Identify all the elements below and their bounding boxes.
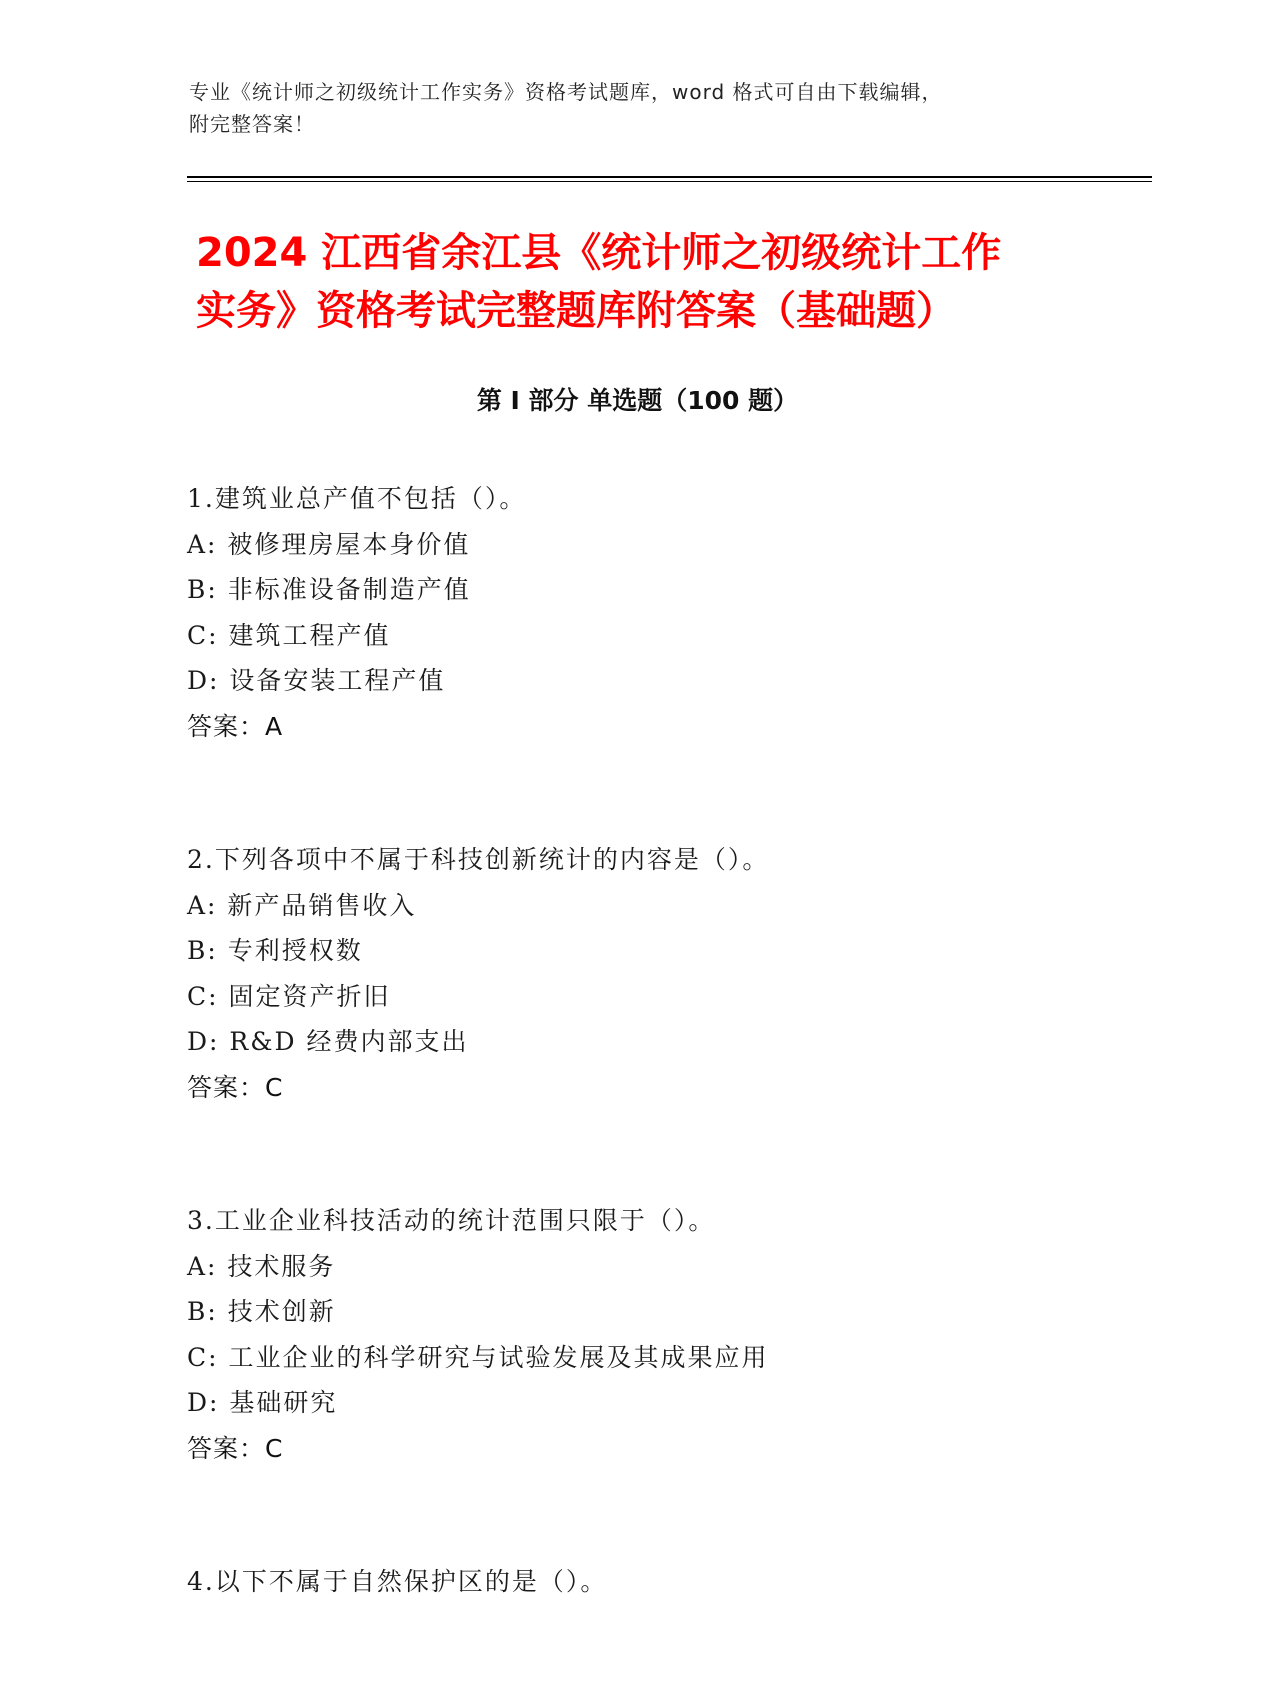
section-heading: 第 I 部分 单选题（100 题） [476, 386, 799, 415]
option-a: A: 被修理房屋本身价值 [187, 529, 471, 559]
option-b: B: 非标准设备制造产值 [187, 575, 471, 604]
header-rule-thick [187, 176, 1152, 178]
header-note-line-2: 附完整答案！ [189, 112, 315, 136]
option-b: B: 技术创新 [187, 1297, 336, 1326]
answer: 答案：A [187, 711, 284, 741]
answer: 答案：C [187, 1433, 284, 1463]
question-stem: 2.下列各项中不属于科技创新统计的内容是（）。 [187, 845, 770, 874]
question-stem: 1.建筑业总产值不包括（）。 [187, 484, 527, 513]
option-c: C: 固定资产折旧 [187, 981, 391, 1011]
header-rule-thin [187, 181, 1152, 182]
document-title [196, 224, 1146, 340]
header-note [189, 76, 1089, 140]
document-title-line-1: 2024 江西省余江县《统计师之初级统计工作 [196, 230, 1002, 276]
answer: 答案：C [187, 1072, 284, 1102]
option-d: D: R&D 经费内部支出 [187, 1027, 469, 1056]
option-c: C: 建筑工程产值 [187, 620, 391, 650]
document-title-line-2: 实务》资格考试完整题库附答案（基础题） [196, 288, 956, 334]
option-c: C: 工业企业的科学研究与试验发展及其成果应用 [187, 1342, 769, 1372]
option-a: A: 技术服务 [187, 1251, 336, 1281]
question-4 [187, 1559, 1147, 1605]
header-note-line-1: 专业《统计师之初级统计工作实务》资格考试题库，word 格式可自由下载编辑， [189, 80, 943, 104]
question-1 [187, 476, 1147, 749]
question-2 [187, 837, 1147, 1110]
question-stem: 3.工业企业科技活动的统计范围只限于（）。 [187, 1206, 716, 1235]
option-b: B: 专利授权数 [187, 936, 363, 965]
option-d: D: 基础研究 [187, 1388, 338, 1417]
question-list [187, 476, 1147, 1693]
question-stem: 4.以下不属于自然保护区的是（）。 [187, 1567, 608, 1596]
option-d: D: 设备安装工程产值 [187, 666, 446, 695]
question-3 [187, 1198, 1147, 1471]
option-a: A: 新产品销售收入 [187, 890, 417, 920]
